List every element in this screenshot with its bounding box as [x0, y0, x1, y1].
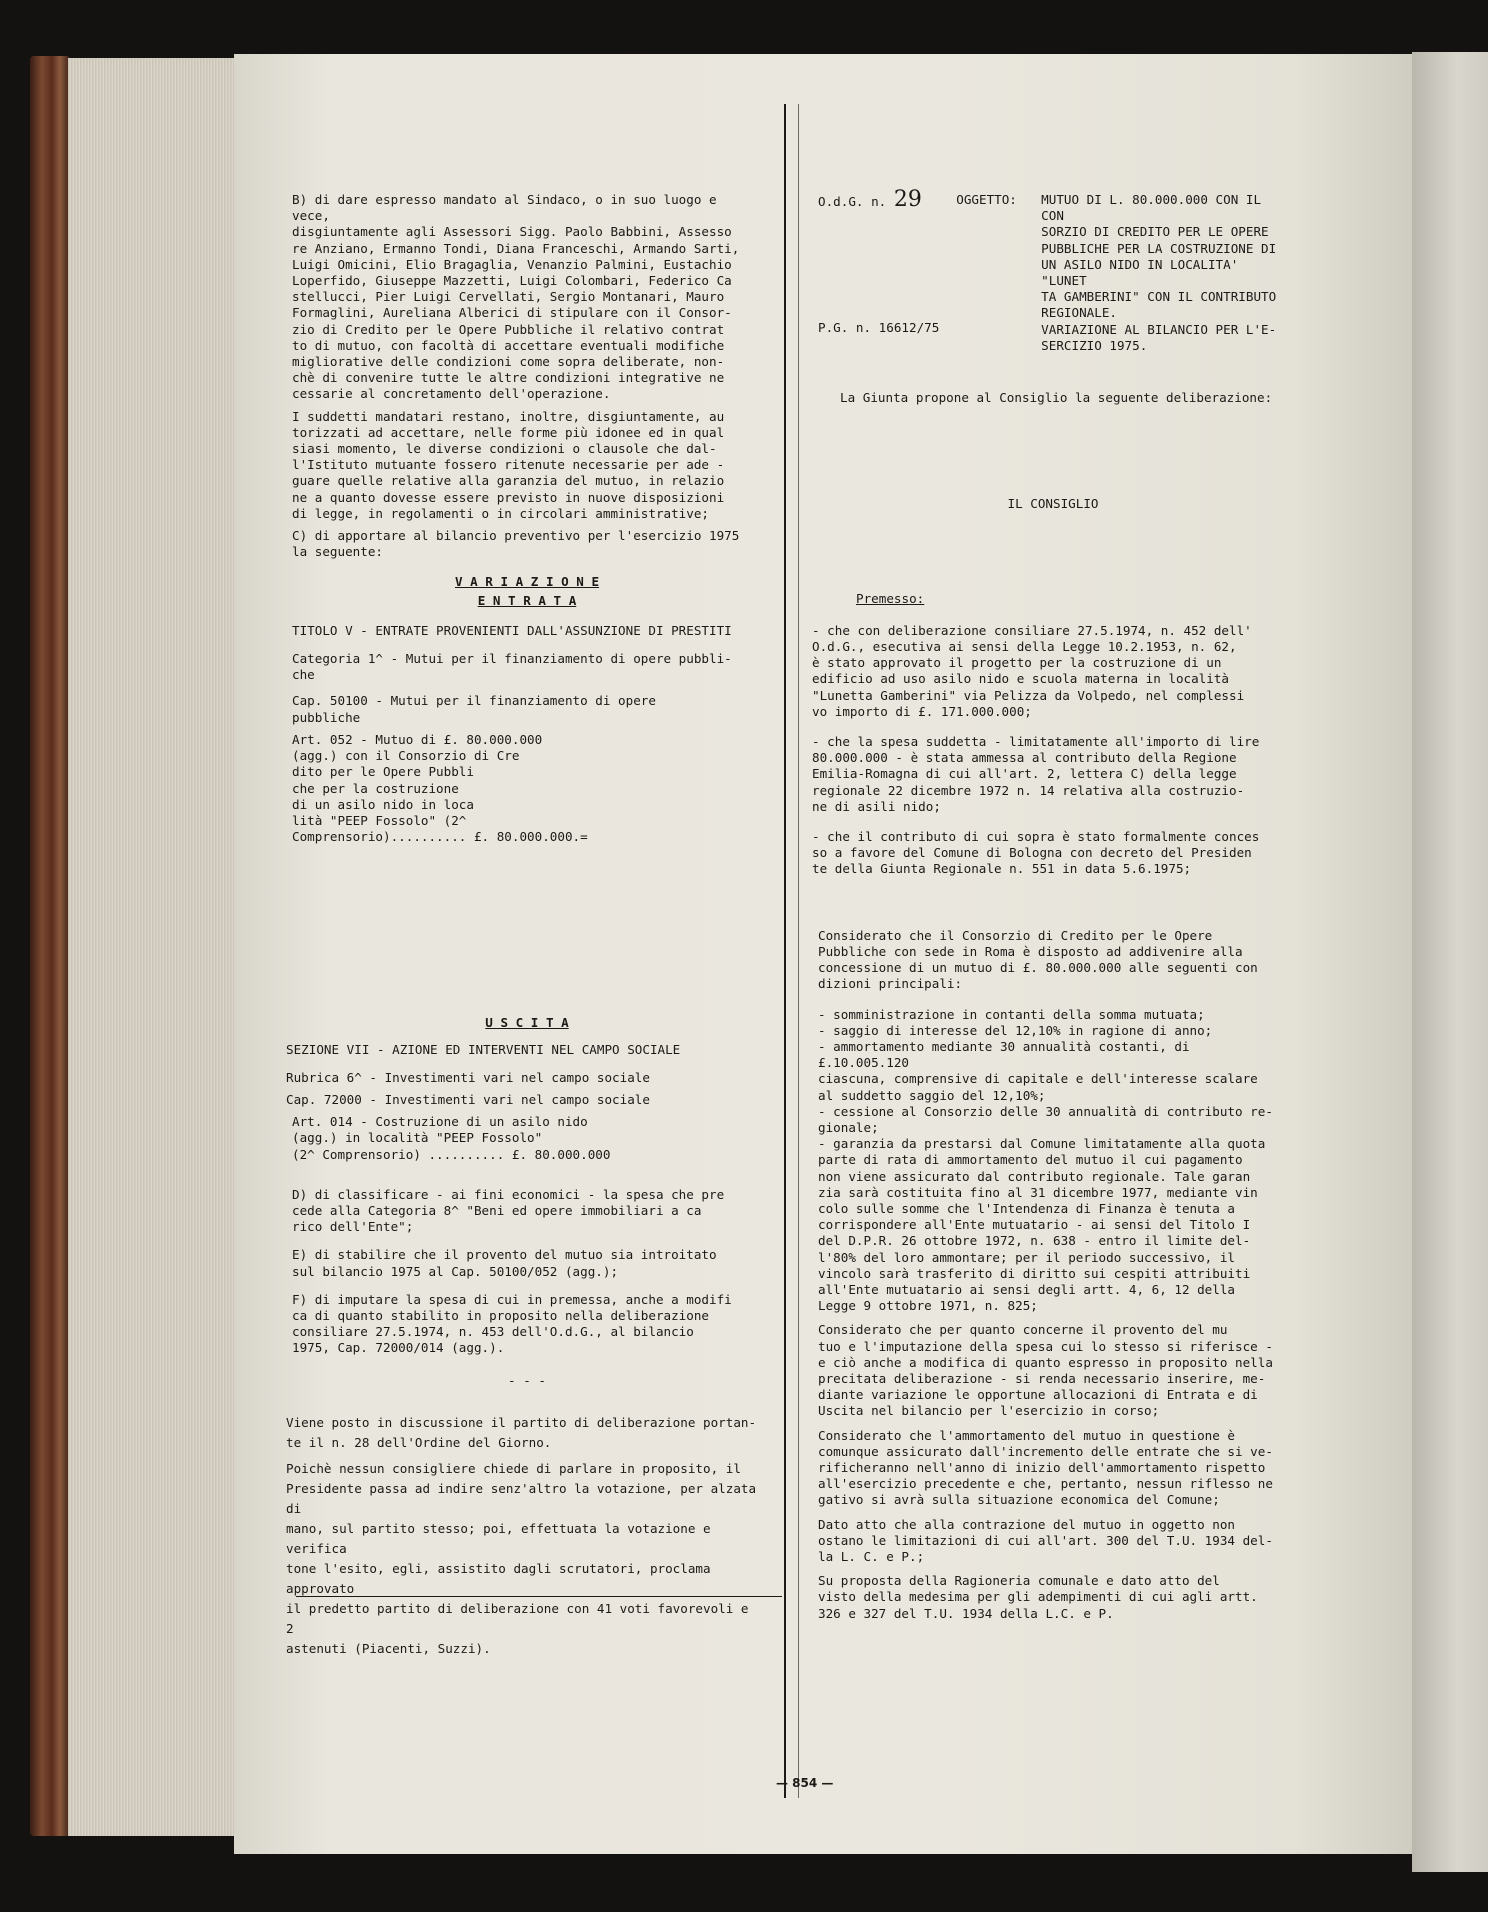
- oggetto-label: OGGETTO:: [956, 192, 1017, 207]
- consiglio-heading: IL CONSIGLIO: [1007, 496, 1099, 512]
- entrata-heading: E N T R A T A: [477, 592, 577, 608]
- separator-dashes: - - -: [508, 1372, 546, 1388]
- odg-label: O.d.G. n.: [818, 194, 887, 209]
- page-number: — 854 —: [776, 1776, 834, 1790]
- discussion-paragraph: Viene posto in discussione il partito di deliberazione portan- te il n. 28 dell'Ordine del Giorno.: [286, 1414, 757, 1450]
- book-binding: [30, 56, 70, 1836]
- facing-page-edge: [1412, 52, 1488, 1872]
- considerato-3: Considerato che l'ammortamento del mutuo in questione è comunque assicurato dall'incremento delle entrate che si ve- rificheranno nell'anno di inizio dell'ammortamento rispetto all'esercizio precedente e che, pertanto, nessun riflesso ne gativo si avrà sulla situazione economica del Comune;: [818, 1427, 1273, 1508]
- cap-entrata: Cap. 50100 - Mutui per il finanziamento di opere pubbliche: [292, 693, 656, 725]
- item-b: B) di dare espresso mandato al Sindaco, o in suo luogo e vece, disgiuntamente agli Assessori Sigg. Paolo Babbini, Assesso re Anziano, Ermanno Tondi, Diana Franceschi, Armando Sarti, Luigi Omicini, Elio Bragaglia, Venanzio Palmini, Eustachio Loperfido, Giuseppe Mazzetti, Luigi Colombari, Federico Ca stellucci, Pier Luigi Cervellati, Sergio Montanari, Mauro Formaglini, Aureliana Alberici di stipulare con il Consor- zio di Credito per le Opere Pubbliche il relativo contrat to di mutuo, con facoltà di accettare eventuali modifiche migliorative delle condizioni come sopra deliberate, non- chè di convenire tutte le altre condizioni integrative ne cessarie al concretamento dell'operazione.: [292, 192, 740, 402]
- odg-number: 29: [893, 187, 922, 212]
- variazione-heading: V A R I A Z I O N E: [454, 574, 600, 590]
- item-f: F) di imputare la spesa di cui in premessa, anche a modifi ca di quanto stabilito in proposito nella deliberazione consiliare 27.5.1974, n. 453 dell'O.d.G., al bilancio 1975, Cap. 72000/014 (agg.).: [292, 1291, 732, 1356]
- mandate-paragraph: I suddetti mandatari restano, inoltre, disgiuntamente, au torizzati ad accettare, nelle forme più idonee ed in qual siasi momento, le diverse condizioni o clausole che dal- l'Istituto mutuante fossero ritenute necessarie per ade - guare quelle relative alla garanzia del mutuo, in relazio ne a quanto dovesse essere previsto in nuove disposizioni di legge, in regolamenti o in circolari amministrative;: [292, 408, 725, 521]
- sezione-line: SEZIONE VII - AZIONE ED INTERVENTI NEL CAMPO SOCIALE: [286, 1041, 681, 1057]
- art-entrata: Art. 052 - Mutuo di £. 80.000.000 (agg.) con il Consorzio di Cre dito per le Opere Pubbli che per la costruzione di un asilo nido in loca lità "PEEP Fossolo" (2^ Comprensorio).......... £. 80.000.000.=: [292, 731, 588, 845]
- su-proposta: Su proposta della Ragioneria comunale e dato atto del visto della medesima per gli adempimenti di cui agli artt. 326 e 327 del T.U. 1934 della L.C. e P.: [818, 1573, 1258, 1621]
- column-divider-secondary: [798, 104, 799, 1798]
- cap-uscita: Cap. 72000 - Investimenti vari nel campo sociale: [286, 1091, 650, 1107]
- item-c: C) di apportare al bilancio preventivo per l'esercizio 1975 la seguente:: [292, 528, 740, 560]
- premise-3: - che il contributo di cui sopra è stato formalmente conces so a favore del Comune di Bologna con decreto del Presiden te della Giunta Regionale n. 551 in data 5.6.1975;: [812, 829, 1260, 877]
- closing-rule: [296, 1596, 782, 1597]
- categoria-line: Categoria 1^ - Mutui per il finanziamento di opere pubbli- che: [292, 651, 732, 683]
- considerato-2: Considerato che per quanto concerne il provento del mu tuo e l'imputazione della spesa cui lo stesso si riferisce - e ciò anche a modifica di quanto espresso in proposito nella precitata deliberazione - si renda necessario inserire, me- diante variazione le opportune allocazioni di Entrata e di Uscita nel bilancio per l'esercizio in corso;: [818, 1322, 1273, 1419]
- art-uscita: Art. 014 - Costruzione di un asilo nido (agg.) in località "PEEP Fossolo" (2^ Comprensorio) .......... £. 80.000.000: [292, 1114, 611, 1162]
- premise-2: - che la spesa suddetta - limitatamente all'importo di lire 80.000.000 - è stata ammessa al contributo della Regione Emilia-Romagna di cui all'art. 2, lettera C) della legge regionale 22 dicembre 1972 n. 14 relativa alla costruzio- ne di asili nido;: [812, 734, 1260, 814]
- giunta-proposal: La Giunta propone al Consiglio la seguente deliberazione:: [840, 390, 1273, 406]
- page-edges: [68, 58, 236, 1836]
- dato-atto: Dato atto che alla contrazione del mutuo in oggetto non ostano le limitazioni di cui all'art. 300 del T.U. 1934 del- la L. C. e P.;: [818, 1516, 1273, 1564]
- oggetto-text: MUTUO DI L. 80.000.000 CON IL CON SORZIO DI CREDITO PER LE OPERE PUBBLICHE PER LA COSTRUZIONE DI UN ASILO NIDO IN LOCALITA' "LUNET TA GAMBERINI" CON IL CONTRIBUTO REGIONALE. VARIAZIONE AL BILANCIO PER L'E- SERCIZIO 1975.: [1041, 192, 1277, 353]
- column-divider: [784, 104, 786, 1798]
- titolo-line: TITOLO V - ENTRATE PROVENIENTI DALL'ASSUNZIONE DI PRESTITI: [292, 622, 732, 638]
- item-e: E) di stabilire che il provento del mutuo sia introitato sul bilancio 1975 al Cap. 50100/052 (agg.);: [292, 1247, 717, 1279]
- right-column: [812, 187, 1288, 1622]
- rubrica-line: Rubrica 6^ - Investimenti vari nel campo sociale: [286, 1069, 650, 1085]
- item-d: D) di classificare - ai fini economici - la spesa che pre cede alla Categoria 8^ "Beni ed opere immobiliari a ca rico dell'Ente";: [292, 1186, 725, 1235]
- premise-1: - che con deliberazione consiliare 27.5.1974, n. 452 dell' O.d.G., esecutiva ai sensi della Legge 10.2.1953, n. 62, è stato approvato il progetto per la costruzione di un edificio ad uso asilo nido e scuola materna in località "Lunetta Gamberini" via Pelizza da Volpedo, nel complessi vo importo di £. 171.000.000;: [812, 622, 1252, 719]
- premesso-heading: Premesso:: [856, 590, 925, 606]
- conditions-list: - somministrazione in contanti della somma mutuata; - saggio di interesse del 12,10% in ragione di anno; - ammortamento mediante 30 annualità costanti, di £.10.005.120 ciascuna, comprensive di capitale e dell'interesse scalare al suddetto saggio del 12,10%; - cessione al Consorzio delle 30 annualità di contributo re- gionale; - garanzia da prestarsi dal Comune limitatamente alla quota parte di rata di ammortamento del mutuo il cui pagamento non viene assicurato dal contributo regionale. Tale garan zia sarà costituita fino al 31 dicembre 1977, mediante vin colo sulle somme che l'Intendenza di Finanza è tenuta a corrispondere all'Ente mutuatario - ai sensi del Titolo I del D.P.R. 26 ottobre 1972, n. 638 - entro il limite del- l'80% del loro ammontare; per il periodo successivo, il vincolo sarà trasferito di diritto sui cespiti attribuiti all'Ente mutuatario ai sensi degli artt. 4, 6, 12 della Legge 9 ottobre 1971, n. 825;: [818, 1006, 1273, 1314]
- vote-paragraph: Poichè nessun consigliere chiede di parlare in proposito, il Presidente passa ad indire senz'altro la votazione, per alzata di mano, sul partito stesso; poi, effettuata la votazione e verifica tone l'esito, egli, assistito dagli scrutatori, proclama approvato il predetto partito di deliberazione con 41 voti favorevoli e 2 astenuti (Piacenti, Suzzi).: [286, 1460, 757, 1656]
- uscita-heading: U S C I T A: [485, 1015, 569, 1031]
- considerato-1: Considerato che il Consorzio di Credito per le Opere Pubbliche con sede in Roma è disposto ad addivenire alla concessione di un mutuo di £. 80.000.000 alle seguenti con dizioni principali:: [818, 927, 1258, 992]
- pg-number: P.G. n. 16612/75: [818, 320, 940, 336]
- left-column: [286, 192, 762, 1659]
